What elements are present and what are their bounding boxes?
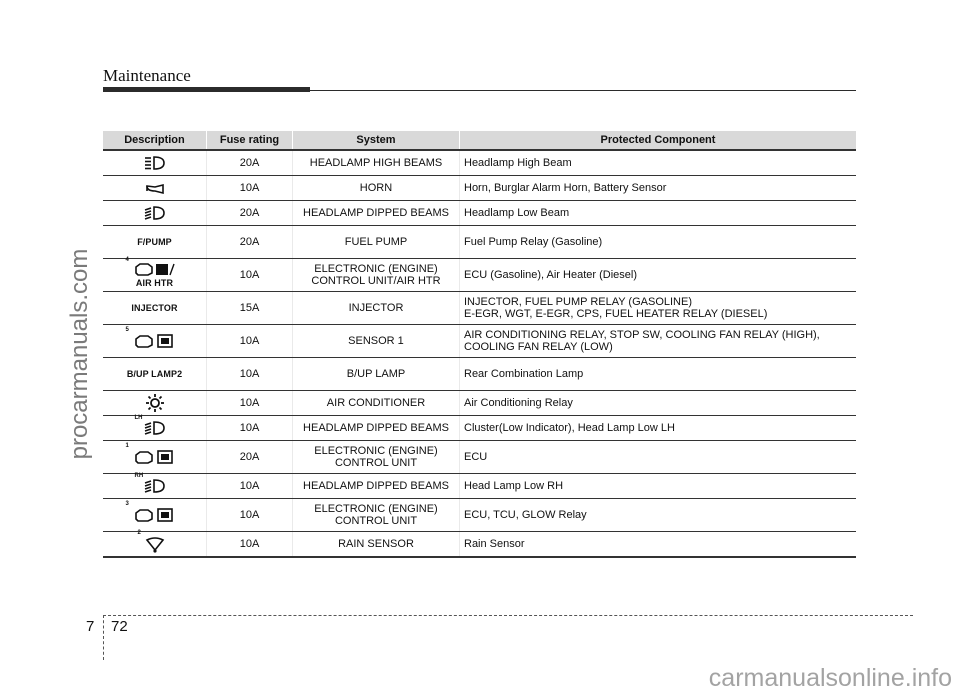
cell-description — [103, 150, 207, 175]
cell-fuse-rating: 20A — [207, 150, 293, 175]
icon-index-label: RH — [134, 472, 144, 479]
cell-description — [103, 531, 207, 557]
cell-protected-component: Headlamp Low Beam — [460, 200, 857, 225]
header-rule — [310, 90, 856, 91]
cell-system: ELECTRONIC (ENGINE) CONTROL UNIT/AIR HTR — [293, 258, 460, 291]
header-accent-bar — [103, 87, 310, 92]
headlamp-high-icon — [141, 157, 169, 169]
fuse-table — [103, 131, 856, 558]
table-header-row — [103, 131, 856, 150]
cell-system: ELECTRONIC (ENGINE) CONTROL UNIT — [293, 498, 460, 531]
engine-ecu-icon — [132, 450, 178, 462]
cell-system: HEADLAMP DIPPED BEAMS — [293, 473, 460, 498]
cell-fuse-rating: 10A — [207, 324, 293, 357]
icon-index-label: 3 — [125, 500, 129, 507]
table-row — [103, 440, 856, 473]
table-row — [103, 200, 856, 225]
chapter-number: 7 — [86, 618, 95, 635]
table-row — [103, 175, 856, 200]
watermark-carmanualsonline: carmanualsonline.info — [708, 664, 952, 692]
headlamp-dipped-lh-icon — [141, 421, 169, 433]
engine-ecu-air-htr-icon — [132, 262, 178, 274]
cell-system: INJECTOR — [293, 291, 460, 324]
cell-description — [103, 200, 207, 225]
column-header-system: System — [293, 131, 460, 150]
table-row — [103, 258, 856, 291]
cell-description — [103, 175, 207, 200]
cell-protected-component: Rain Sensor — [460, 531, 857, 557]
cell-fuse-rating: 15A — [207, 291, 293, 324]
icon-index-label: 1 — [125, 442, 129, 449]
cell-fuse-rating: 10A — [207, 357, 293, 390]
description-label: F/PUMP — [137, 236, 172, 247]
cell-fuse-rating: 10A — [207, 175, 293, 200]
cell-description — [103, 324, 207, 357]
description-label: INJECTOR — [131, 302, 178, 313]
page-header-title: Maintenance — [103, 66, 191, 85]
air-conditioner-icon — [144, 396, 166, 408]
cell-system: HEADLAMP DIPPED BEAMS — [293, 415, 460, 440]
engine-ecu-icon — [132, 508, 178, 520]
icon-index-label: LH — [134, 414, 143, 421]
cell-fuse-rating: 10A — [207, 415, 293, 440]
footer-divider — [103, 615, 104, 660]
cell-protected-component: Air Conditioning Relay — [460, 390, 857, 415]
column-header-description: Description — [103, 131, 207, 150]
cell-fuse-rating: 10A — [207, 498, 293, 531]
cell-protected-component: Rear Combination Lamp — [460, 357, 857, 390]
headlamp-dipped-rh-icon — [141, 479, 169, 491]
cell-protected-component: Cluster(Low Indicator), Head Lamp Low LH — [460, 415, 857, 440]
cell-protected-component: ECU (Gasoline), Air Heater (Diesel) — [460, 258, 857, 291]
cell-system: HEADLAMP DIPPED BEAMS — [293, 200, 460, 225]
cell-system: HORN — [293, 175, 460, 200]
page-number: 72 — [111, 618, 128, 635]
cell-description — [103, 291, 207, 324]
table-row — [103, 415, 856, 440]
icon-index-label: 5 — [125, 326, 129, 333]
description-label: B/UP LAMP2 — [126, 368, 183, 379]
cell-protected-component: ECU — [460, 440, 857, 473]
cell-fuse-rating: 20A — [207, 225, 293, 258]
table-row — [103, 498, 856, 531]
cell-fuse-rating: 10A — [207, 531, 293, 557]
cell-system: B/UP LAMP — [293, 357, 460, 390]
icon-index-label: 2 — [137, 529, 141, 536]
cell-protected-component: Fuel Pump Relay (Gasoline) — [460, 225, 857, 258]
cell-system: AIR CONDITIONER — [293, 390, 460, 415]
table-row — [103, 225, 856, 258]
engine-ecu-icon — [132, 334, 178, 346]
cell-protected-component: ECU, TCU, GLOW Relay — [460, 498, 857, 531]
cell-protected-component: INJECTOR, FUEL PUMP RELAY (GASOLINE) E-EGR, WGT, E-EGR, CPS, FUEL HEATER RELAY (DIESEL) — [460, 291, 857, 324]
table-row — [103, 473, 856, 498]
cell-system: HEADLAMP HIGH BEAMS — [293, 150, 460, 175]
column-header-protected-component: Protected Component — [460, 131, 857, 150]
cell-system: RAIN SENSOR — [293, 531, 460, 557]
cell-description — [103, 258, 207, 291]
cell-fuse-rating: 10A — [207, 390, 293, 415]
cell-description — [103, 498, 207, 531]
table-row — [103, 324, 856, 357]
cell-description — [103, 440, 207, 473]
cell-description — [103, 390, 207, 415]
cell-description — [103, 415, 207, 440]
cell-description — [103, 473, 207, 498]
cell-description — [103, 357, 207, 390]
cell-fuse-rating: 20A — [207, 440, 293, 473]
cell-protected-component: Headlamp High Beam — [460, 150, 857, 175]
cell-system: ELECTRONIC (ENGINE) CONTROL UNIT — [293, 440, 460, 473]
rain-sensor-icon — [144, 537, 166, 549]
cell-fuse-rating: 10A — [207, 473, 293, 498]
table-row — [103, 291, 856, 324]
table-row — [103, 531, 856, 557]
cell-protected-component: AIR CONDITIONING RELAY, STOP SW, COOLING FAN RELAY (HIGH), COOLING FAN RELAY (LOW) — [460, 324, 857, 357]
watermark-procarmanuals: procarmanuals.com — [66, 248, 93, 460]
headlamp-dipped-icon — [141, 206, 169, 218]
table-row — [103, 357, 856, 390]
horn-icon — [141, 181, 169, 193]
footer-rule — [103, 615, 913, 616]
cell-protected-component: Horn, Burglar Alarm Horn, Battery Sensor — [460, 175, 857, 200]
icon-index-label: 4 — [125, 256, 129, 263]
cell-system: SENSOR 1 — [293, 324, 460, 357]
cell-system: FUEL PUMP — [293, 225, 460, 258]
table-row — [103, 390, 856, 415]
column-header-fuse-rating: Fuse rating — [207, 131, 293, 150]
table-row — [103, 150, 856, 175]
cell-description — [103, 225, 207, 258]
cell-fuse-rating: 10A — [207, 258, 293, 291]
description-label: AIR HTR — [135, 277, 174, 288]
cell-protected-component: Head Lamp Low RH — [460, 473, 857, 498]
cell-fuse-rating: 20A — [207, 200, 293, 225]
